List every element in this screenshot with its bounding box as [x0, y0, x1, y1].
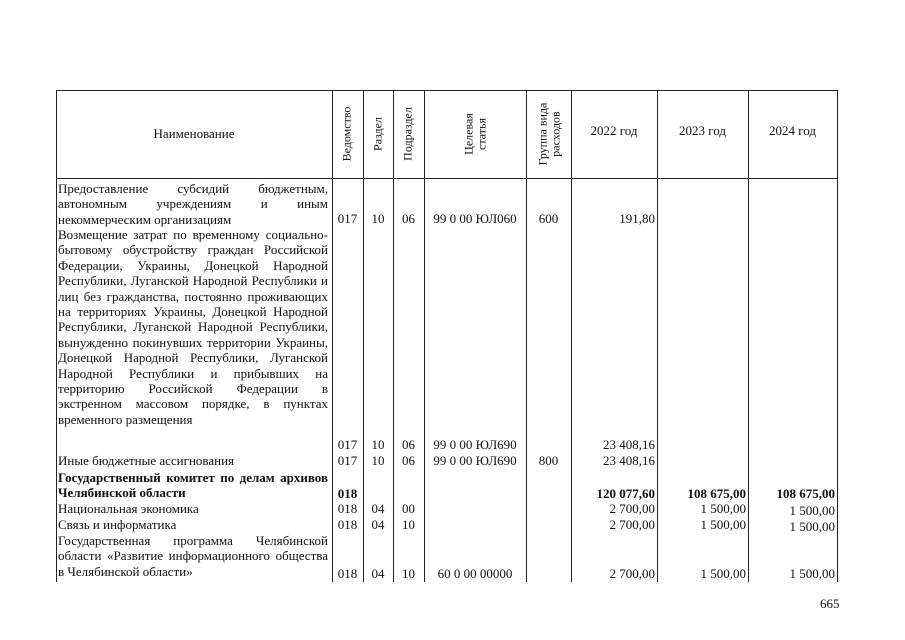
col-border-left — [56, 90, 57, 582]
row-podrazdel: 06 — [402, 453, 415, 468]
row-name: Национальная экономика — [58, 501, 199, 516]
row-tsel: 99 0 00 ЮЛ690 — [433, 453, 517, 468]
row-tsel: 60 0 00 00000 — [437, 566, 513, 581]
row-y2022: 2 700,00 — [609, 501, 655, 516]
row-gvr: 600 — [538, 211, 559, 226]
row-y2023: 1 500,00 — [700, 517, 746, 532]
header-vedomstvo: Ведомство — [339, 106, 354, 162]
col-border-right — [837, 90, 838, 582]
row-y2024: 1 500,00 — [789, 503, 835, 518]
row-podrazdel: 10 — [402, 566, 415, 581]
row-podrazdel: 00 — [402, 501, 415, 516]
row-y2024: 1 500,00 — [789, 566, 835, 581]
row-razdel: 04 — [371, 517, 385, 532]
row-name: Иные бюджетные ассигнования — [58, 453, 235, 468]
row-y2024: 108 675,00 — [776, 486, 835, 501]
row-y2022: 191,80 — [619, 211, 655, 226]
row-name: Возмещение затрат по временному социально-бытовому обустройству граждан Российской Федерации, Украины, Донецкой Народной Республики, Луганской Народной Республики и лиц без гражданства, постоянно проживающих на территориях Украины, Донецкой Народной Республики, Луганской Народной Республики, вынужденно покинувших территории Украины, Донецкой Народной Республики, Луганской Народной Республики и прибывших на территорию Российской Федерации в экстренном массовом порядке, в пунктах временного размещения — [58, 227, 328, 427]
row-y2023: 1 500,00 — [700, 566, 746, 581]
row-name: Государственный комитет по делам архивов Челябинской области — [58, 470, 328, 501]
header-2024: 2024 год — [769, 123, 816, 138]
page-number: 665 — [820, 596, 840, 611]
row-razdel: 10 — [371, 211, 385, 226]
header-gruppa-line1: Группа вида — [535, 102, 550, 166]
row-name: Связь и информатика — [58, 517, 177, 532]
row-podrazdel: 06 — [402, 211, 415, 226]
row-ved: 018 — [337, 517, 358, 532]
row-name: Предоставление субсидий бюджетным, автономным учреждениям и иным некоммерческим организациям — [58, 181, 328, 227]
header-tselevaya-line2: статья — [474, 118, 488, 150]
row-y2024: 1 500,00 — [789, 519, 835, 534]
header-razdel: Раздел — [370, 117, 385, 151]
header-2022: 2022 год — [590, 123, 638, 138]
col-border-tsel — [424, 90, 425, 582]
row-podrazdel: 06 — [402, 437, 415, 452]
row-gvr: 800 — [538, 453, 559, 468]
row-ved: 018 — [337, 501, 358, 516]
row-ved: 018 — [337, 566, 358, 581]
header-tselevaya-line1: Целевая — [461, 113, 476, 155]
row-y2022: 2 700,00 — [609, 566, 655, 581]
row-razdel: 04 — [371, 501, 385, 516]
row-tsel: 99 0 00 ЮЛ060 — [433, 211, 517, 226]
header-name: Наименование — [153, 126, 235, 141]
table-top-border — [56, 90, 837, 91]
row-podrazdel: 10 — [402, 517, 415, 532]
row-ved: 017 — [337, 453, 358, 468]
header-podrazdel: Подраздел — [400, 107, 415, 161]
header-tselevaya-statya — [462, 113, 487, 155]
header-2023: 2023 год — [679, 123, 726, 138]
row-y2022: 23 408,16 — [603, 437, 655, 452]
row-y2023: 1 500,00 — [700, 501, 746, 516]
row-y2022: 2 700,00 — [609, 517, 655, 532]
header-gruppa-vida-rashodov — [536, 103, 561, 166]
row-razdel: 10 — [371, 437, 385, 452]
row-name: Государственная программа Челябинской области «Развитие информационного общества в Челябинской области» — [58, 533, 328, 579]
row-tsel: 99 0 00 ЮЛ690 — [433, 437, 517, 452]
row-ved: 017 — [337, 211, 358, 226]
row-y2022: 120 077,60 — [596, 486, 655, 501]
row-y2023: 108 675,00 — [687, 486, 746, 501]
col-border-gvr — [526, 90, 527, 582]
row-razdel: 10 — [371, 453, 385, 468]
header-gruppa-line2: расходов — [548, 111, 562, 157]
table-header-bottom-border — [56, 178, 837, 179]
row-ved: 018 — [337, 486, 358, 501]
row-y2022: 23 408,16 — [603, 453, 655, 468]
row-ved: 017 — [337, 437, 358, 452]
row-razdel: 04 — [371, 566, 385, 581]
